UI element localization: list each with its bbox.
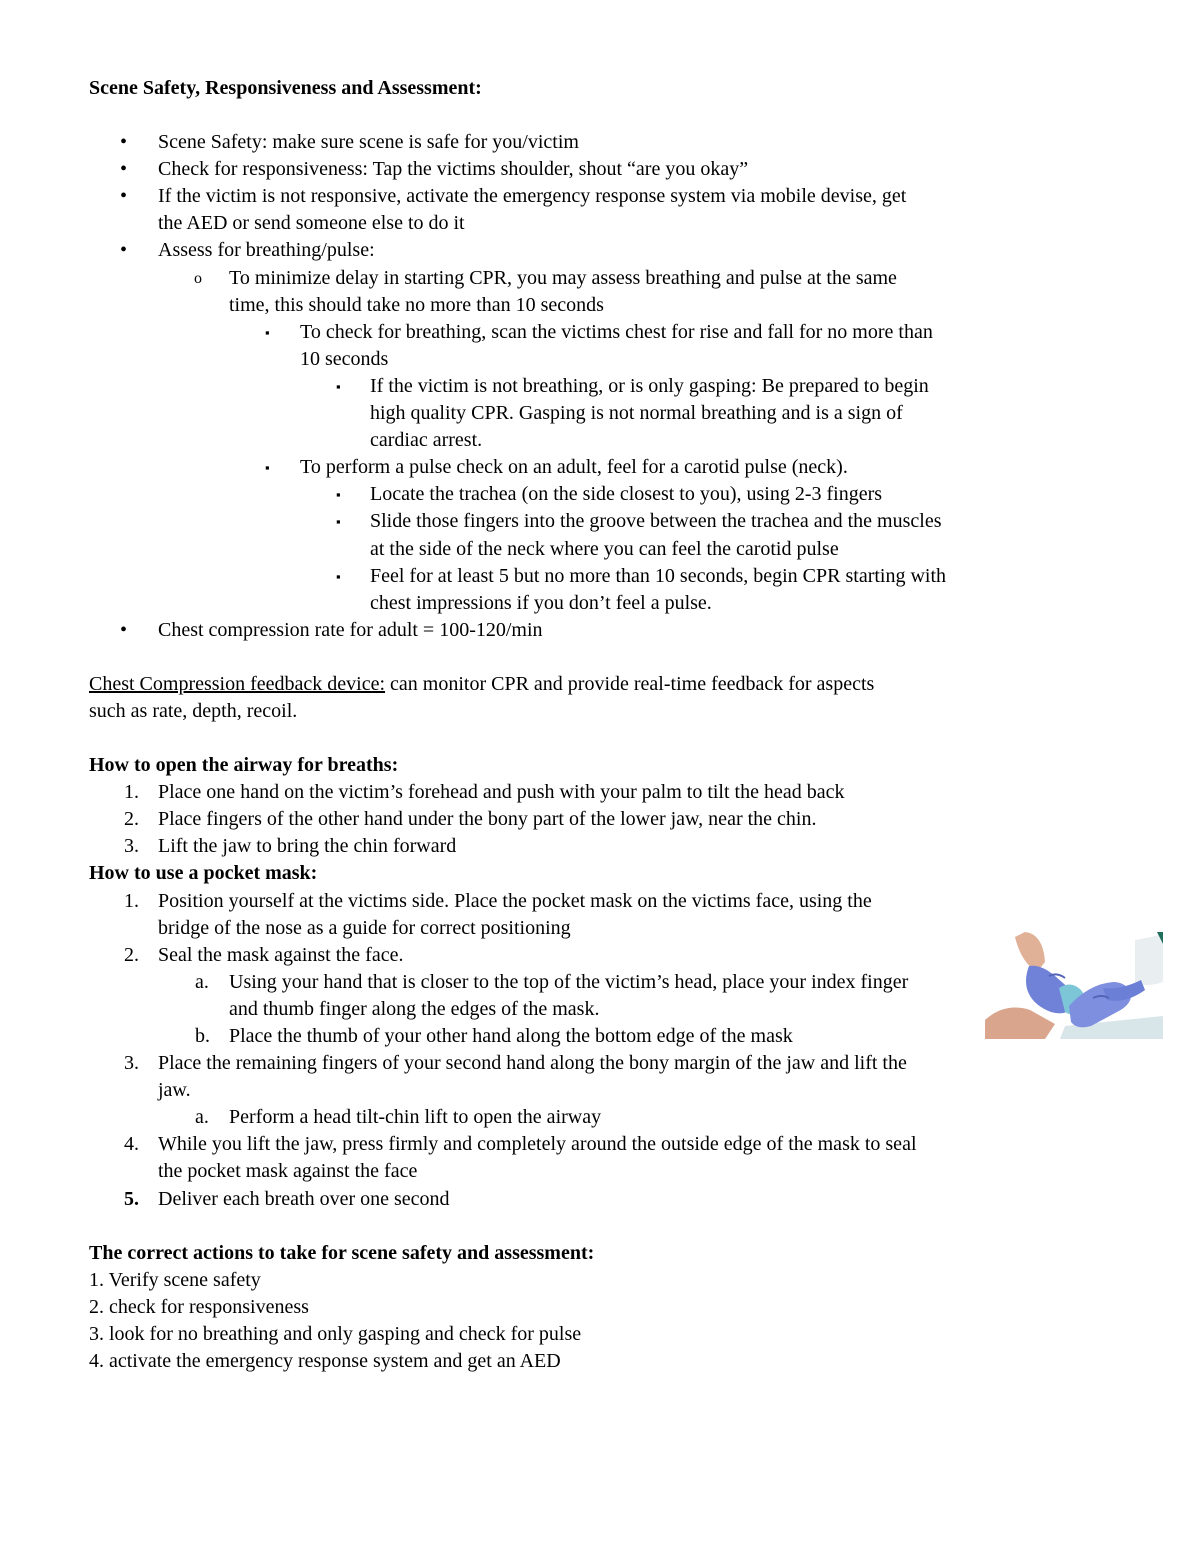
circle-marker: o [194,269,202,287]
feedback-paragraph: Chest Compression feedback device: can monitor CPR and provide real-time feedback for aspects [89,672,875,695]
number-marker: 1. [124,889,139,912]
list-item: 3. Lift the jaw to bring the chin forward [89,833,1069,860]
bullet-marker: • [120,158,128,181]
list-item: ▪ If the victim is not breathing, or is only gasping: Be prepared to begin [89,373,1069,400]
number-marker: 1. [124,781,139,804]
square-marker: ▪ [265,324,270,340]
list-item-continuation: and thumb finger along the edges of the mask. [229,997,600,1020]
list-item-continuation: high quality CPR. Gasping is not normal breathing and is a sign of [370,402,903,425]
action-item: 4. activate the emergency response system and get an AED [89,1350,561,1373]
list-item: o To minimize delay in starting CPR, you may assess breathing and pulse at the same [89,265,1069,292]
list-item: ▪ Feel for at least 5 but no more than 10 seconds, begin CPR starting with [89,563,1069,590]
list-item-continuation: chest impressions if you don’t feel a pulse. [370,591,712,614]
list-item: 4. While you lift the jaw, press firmly and completely around the outside edge of the mask to seal [89,1131,1069,1158]
list-item: 3. Place the remaining fingers of your second hand along the bony margin of the jaw and lift the [89,1050,1069,1077]
list-item: • Check for responsiveness: Tap the victims shoulder, shout “are you okay” [89,156,1069,183]
list-item: a. Using your hand that is closer to the top of the victim’s head, place your index finger [89,969,1069,996]
action-item: 2. check for responsiveness [89,1295,309,1318]
list-item: • Chest compression rate for adult = 100-120/min [89,617,1069,644]
bullet-marker: • [120,185,128,208]
number-marker: 3. [124,835,139,858]
list-item: 1. Position yourself at the victims side. Place the pocket mask on the victims face, using the [89,888,1069,915]
square-marker: ▪ [265,460,270,476]
list-item: ▪ Slide those fingers into the groove between the trachea and the muscles [89,508,1069,535]
bullet-marker: • [120,618,128,641]
square-marker: ▪ [336,487,341,503]
square-marker: ▪ [336,378,341,394]
number-marker: 2. [124,943,139,966]
list-item-continuation: the AED or send someone else to do it [158,212,465,235]
list-item: • Scene Safety: make sure scene is safe for you/victim [89,129,1069,156]
square-marker: ▪ [336,568,341,584]
letter-marker: a. [195,970,209,993]
list-item: 2. Seal the mask against the face. [89,942,1069,969]
list-item-continuation: at the side of the neck where you can feel the carotid pulse [370,537,839,560]
letter-marker: b. [195,1025,210,1047]
number-marker: 5. [124,1187,139,1210]
list-item-continuation: 10 seconds [300,347,389,370]
actions-heading: The correct actions to take for scene safety and assessment: [89,1241,595,1264]
list-item: b. Place the thumb of your other hand along the bottom edge of the mask [89,1023,1069,1050]
airway-heading: How to open the airway for breaths: [89,754,399,777]
feedback-label: Chest Compression feedback device: [89,672,386,695]
list-item: a. Perform a head tilt-chin lift to open the airway [89,1104,1069,1131]
number-marker: 2. [124,808,139,831]
bullet-marker: • [120,131,128,154]
list-item: • If the victim is not responsive, activate the emergency response system via mobile devise, get [89,183,1069,210]
list-item: ▪ To perform a pulse check on an adult, feel for a carotid pulse (neck). [89,454,1069,481]
list-item: 1. Place one hand on the victim’s forehead and push with your palm to tilt the head back [89,779,1069,806]
list-item: 2. Place fingers of the other hand under the bony part of the lower jaw, near the chin. [89,806,1069,833]
list-item-continuation: cardiac arrest. [370,429,483,452]
list-item-continuation: jaw. [158,1079,191,1102]
action-item: 3. look for no breathing and only gasping and check for pulse [89,1322,582,1345]
list-item-continuation: the pocket mask against the face [158,1160,418,1183]
square-marker: ▪ [336,514,341,530]
feedback-paragraph-continuation: such as rate, depth, recoil. [89,699,298,722]
pocket-mask-illustration [985,932,1163,1039]
list-item: ▪ Locate the trachea (on the side closest to you), using 2-3 fingers [89,481,1069,508]
section-heading-scene-safety: Scene Safety, Responsiveness and Assessment: [89,77,482,99]
letter-marker: a. [195,1106,209,1129]
list-item: 5. Deliver each breath over one second [89,1186,1069,1213]
list-item: • Assess for breathing/pulse: [89,237,1069,264]
list-item: ▪ To check for breathing, scan the victims chest for rise and fall for no more than [89,319,1069,346]
document-page [89,75,1069,1375]
list-item-continuation: bridge of the nose as a guide for correct positioning [158,916,571,939]
action-item: 1. Verify scene safety [89,1268,261,1291]
list-item-continuation: time, this should take no more than 10 seconds [229,293,604,316]
number-marker: 3. [124,1052,139,1075]
number-marker: 4. [124,1133,139,1156]
bullet-marker: • [120,239,128,262]
pocket-mask-heading: How to use a pocket mask: [89,862,318,885]
